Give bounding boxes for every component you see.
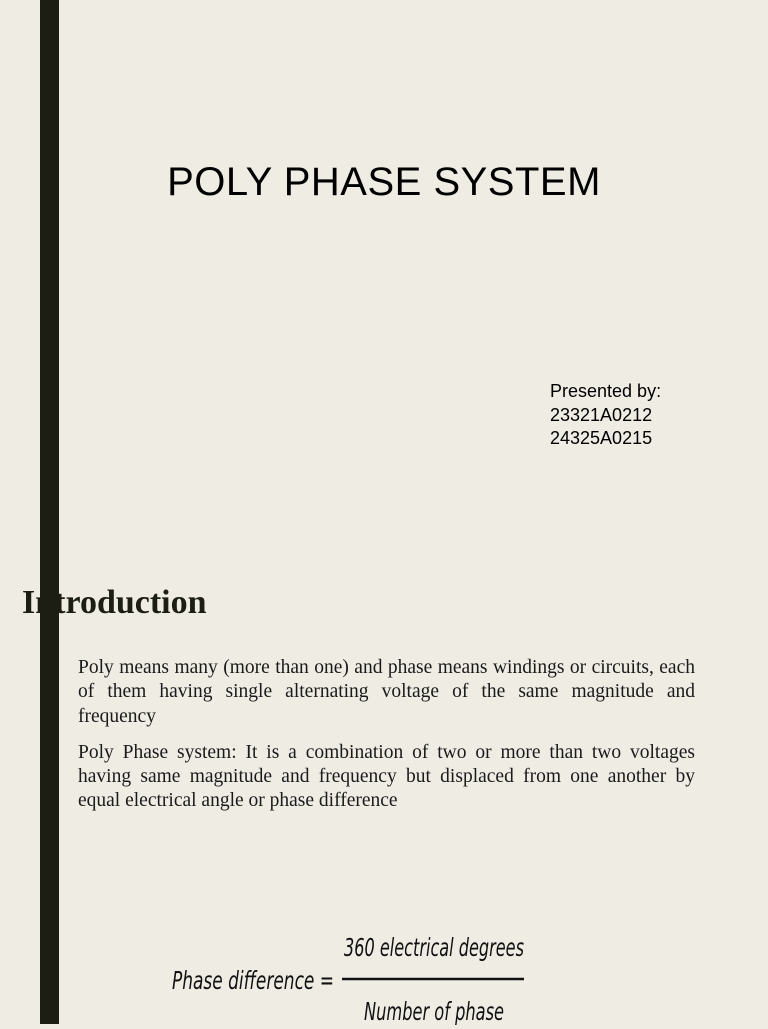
section-heading: Introduction xyxy=(22,584,207,621)
phase-difference-formula xyxy=(172,926,532,1024)
list-item xyxy=(54,656,695,729)
bullet-icon: • xyxy=(54,744,59,760)
formula-numerator: 360 electrical degrees xyxy=(344,933,524,962)
bullet-text: Poly Phase system: It is a combination of two or more than two voltages having same magnitude and frequency but displaced from one another by equal electrical angle or phase difference xyxy=(78,741,695,812)
presenter-id: 23321A0212 xyxy=(550,404,653,425)
presenter-id: 24325A0215 xyxy=(550,428,653,448)
slide-title: POLY PHASE SYSTEM xyxy=(167,160,601,204)
formula-lhs: Phase difference = xyxy=(172,966,334,995)
bullet-list xyxy=(54,656,695,826)
bullet-icon: • xyxy=(54,660,59,675)
list-item xyxy=(54,741,695,814)
accent-bar xyxy=(40,0,59,1024)
bullet-text: Poly means many (more than one) and phase means windings or circuits, each of them having single alternating voltage of the same magnitude and frequency xyxy=(78,657,695,727)
formula-graphic xyxy=(172,926,532,1024)
presenters-block xyxy=(550,380,661,451)
presented-by-label: Presented by: xyxy=(550,381,662,401)
formula-denominator: Number of phase xyxy=(364,997,504,1026)
